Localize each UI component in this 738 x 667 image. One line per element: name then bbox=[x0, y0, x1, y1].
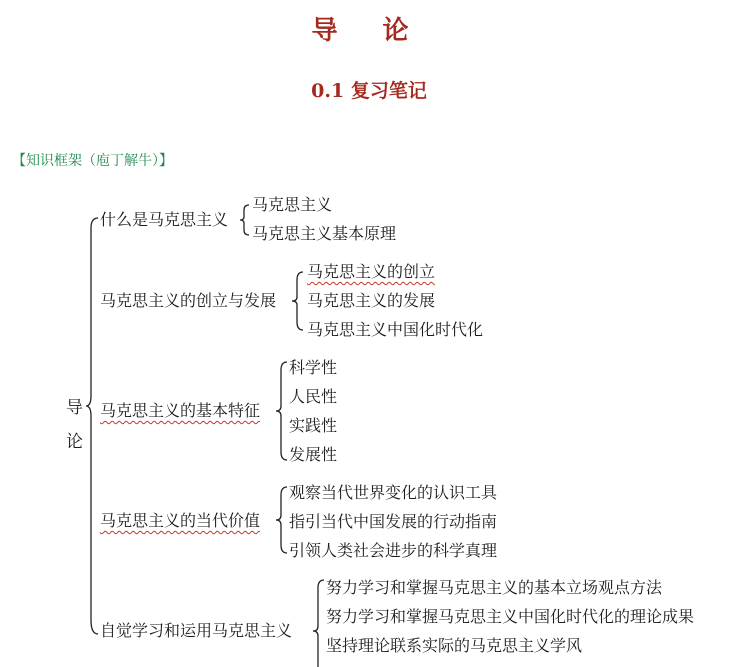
leaf-study-style: 坚持理论联系实际的马克思主义学风 bbox=[326, 636, 583, 655]
leaf-development: 马克思主义的发展 bbox=[307, 291, 436, 310]
leaf-basic-principles: 马克思主义基本原理 bbox=[252, 224, 397, 243]
root-char-1: 导 bbox=[66, 398, 83, 418]
leaf-marxism: 马克思主义 bbox=[252, 195, 333, 214]
branch-founding-development: 马克思主义的创立与发展 bbox=[100, 291, 277, 310]
chapter-title: 导 论 bbox=[311, 16, 427, 46]
branch-what-is-marxism: 什么是马克思主义 bbox=[100, 210, 229, 229]
leaf-practice: 实践性 bbox=[289, 416, 338, 435]
section-subtitle: 0.1 复习笔记 bbox=[311, 80, 427, 102]
leaf-scientific: 科学性 bbox=[289, 358, 338, 377]
branch-study-apply: 自觉学习和运用马克思主义 bbox=[100, 621, 293, 640]
leaf-founding: 马克思主义的创立 bbox=[307, 262, 436, 281]
leaf-action-guide: 指引当代中国发展的行动指南 bbox=[289, 512, 498, 531]
leaf-cognitive-tool: 观察当代世界变化的认识工具 bbox=[289, 483, 498, 502]
root-char-2: 论 bbox=[66, 432, 83, 452]
leaf-people: 人民性 bbox=[289, 387, 338, 406]
leaf-scientific-truth: 引领人类社会进步的科学真理 bbox=[289, 541, 498, 560]
leaf-stand-viewpoint-method: 努力学习和掌握马克思主义的基本立场观点方法 bbox=[326, 578, 663, 597]
leaf-theoretical-achievements: 努力学习和掌握马克思主义中国化时代化的理论成果 bbox=[326, 607, 695, 626]
leaf-sinicization: 马克思主义中国化时代化 bbox=[307, 320, 484, 339]
branch-contemporary-value: 马克思主义的当代价值 bbox=[100, 511, 261, 530]
leaf-developmental: 发展性 bbox=[289, 445, 338, 464]
branch-basic-features: 马克思主义的基本特征 bbox=[100, 401, 261, 420]
framework-label: 【知识框架（庖丁解牛）】 bbox=[12, 153, 173, 169]
